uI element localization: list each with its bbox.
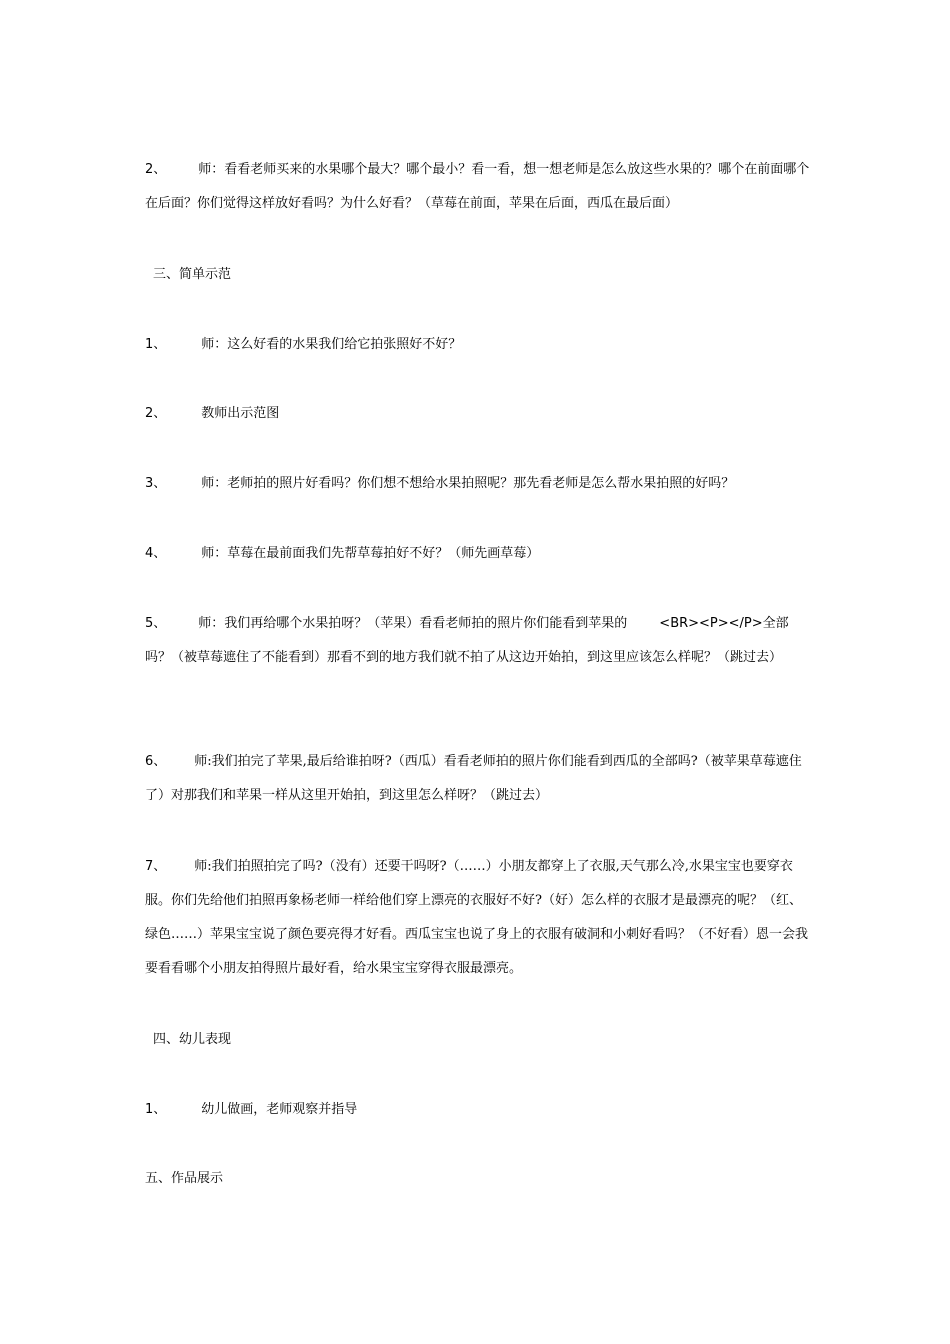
section-heading-5: 五、作品展示 <box>145 1171 224 1186</box>
item-number: 2、 <box>145 162 167 177</box>
item-number: 3、 <box>145 476 167 491</box>
item-number: 5、 <box>145 616 167 631</box>
paragraph-item-7 <box>145 850 810 986</box>
section-heading-3: 三、简单示范 <box>153 267 232 282</box>
item-number: 6、 <box>145 754 167 769</box>
paragraph-text-continued: 全部吗？（被草莓遮住了不能看到）那看不到的地方我们就不拍了从这边开始拍，到这里应该怎么样呢？（跳过去） <box>145 616 789 665</box>
paragraph-item-5 <box>145 607 810 675</box>
item-number: 1、 <box>145 337 167 352</box>
paragraph-text: 师：草莓在最前面我们先帮草莓拍好不好？（师先画草莓） <box>201 546 540 561</box>
paragraph-item-1 <box>145 328 810 362</box>
paragraph-text: 教师出示范图 <box>201 406 280 421</box>
paragraph-text: 师：我们再给哪个水果拍呀？（苹果）看看老师拍的照片你们能看到苹果的 <box>198 616 628 631</box>
item-number: 4、 <box>145 546 167 561</box>
paragraph-item-6 <box>145 745 810 813</box>
paragraph-text: 师：这么好看的水果我们给它拍张照好不好？ <box>201 337 462 352</box>
paragraph-item-3 <box>145 467 810 501</box>
paragraph-text: 师:我们拍照拍完了吗?（没有）还要干吗呀?（……）小朋友都穿上了衣服,天气那么冷,水果宝宝也要穿衣服。你们先给他们拍照再象杨老师一样给他们穿上漂亮的衣服好不好?（好）怎么样的衣服才是最漂亮的呢？（红、绿色……）苹果宝宝说了颜色要亮得才好看。西瓜宝宝也说了身上的衣服有破洞和小刺好看吗？（不好看）恩一会我要看看哪个小朋友拍得照片最好看，给水果宝宝穿得衣服最漂亮。 <box>145 859 809 976</box>
paragraph-item-2-demo <box>145 397 810 431</box>
item-number: 1、 <box>145 1102 167 1117</box>
item-number: 2、 <box>145 406 167 421</box>
paragraph-item-4 <box>145 537 810 571</box>
paragraph-text: 师:我们拍完了苹果,最后给谁拍呀?（西瓜）看看老师拍的照片你们能看到西瓜的全部吗?（被苹果草莓遮住了）对那我们和苹果一样从这里开始拍，到这里怎么样呀？（跳过去） <box>145 754 802 803</box>
paragraph-item-1-performance <box>145 1093 810 1127</box>
item-number: 7、 <box>145 859 167 874</box>
section-heading-4: 四、幼儿表现 <box>153 1032 232 1047</box>
html-code-fragment: <BR><P></P> <box>659 616 763 631</box>
paragraph-text: 师：看看老师买来的水果哪个最大？哪个最小？看一看，想一想老师是怎么放这些水果的？哪个在前面哪个在后面？你们觉得这样放好看吗？为什么好看？（草莓在前面，苹果在后面，西瓜在最后面） <box>145 162 810 211</box>
paragraph-text: 师：老师拍的照片好看吗？你们想不想给水果拍照呢？那先看老师是怎么帮水果拍照的好吗？ <box>201 476 735 491</box>
paragraph-text: 幼儿做画，老师观察并指导 <box>201 1102 358 1117</box>
paragraph-item-2-question <box>145 153 810 221</box>
